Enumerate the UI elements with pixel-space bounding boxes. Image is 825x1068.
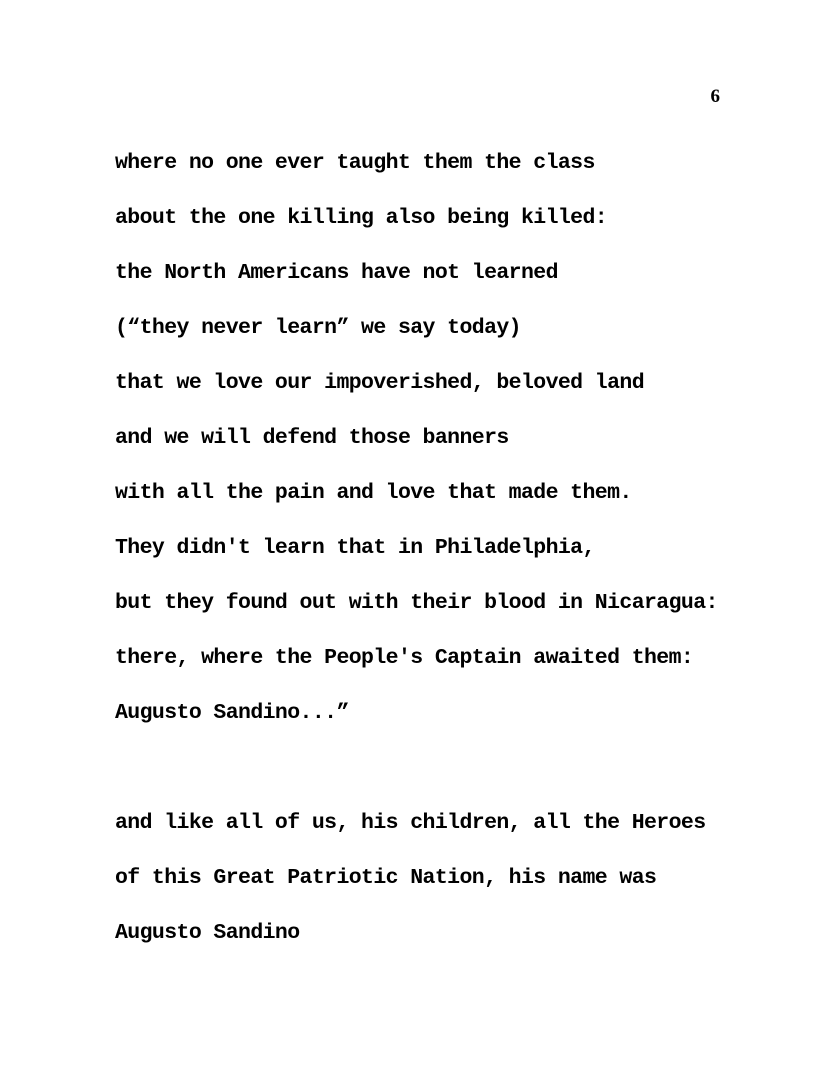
poem-line: They didn't learn that in Philadelphia,: [115, 536, 595, 560]
poem-line: with all the pain and love that made them.: [115, 481, 632, 505]
page-number: 6: [710, 86, 720, 107]
poem-line: and we will defend those banners: [115, 426, 509, 450]
poem-line: there, where the People's Captain awaited them:: [115, 646, 694, 670]
poem-line: the North Americans have not learned: [115, 261, 558, 285]
poem-line: that we love our impoverished, beloved land: [115, 371, 644, 395]
poem-line: of this Great Patriotic Nation, his name was: [115, 866, 657, 890]
poem-line: Augusto Sandino...”: [115, 701, 349, 725]
poem-line: (“they never learn” we say today): [115, 316, 521, 340]
poem-line: where no one ever taught them the class: [115, 151, 595, 175]
poem-line: about the one killing also being killed:: [115, 206, 608, 230]
poem-line: Augusto Sandino: [115, 921, 300, 945]
poem-line: and like all of us, his children, all the Heroes: [115, 811, 706, 835]
poem-line: but they found out with their blood in Nicaragua:: [115, 591, 718, 615]
